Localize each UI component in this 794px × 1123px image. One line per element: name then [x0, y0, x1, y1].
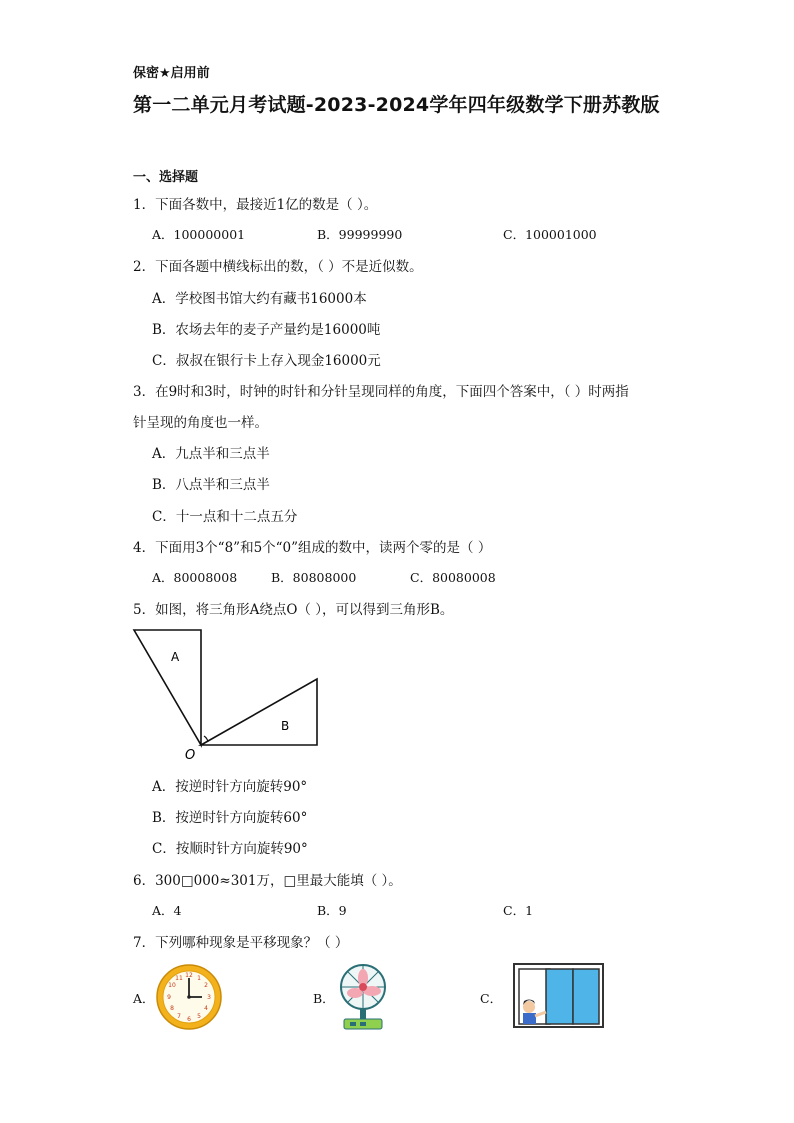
question-5-option-a: A．按逆时针方向旋转90°: [152, 779, 308, 795]
triangle-a-label: A: [171, 650, 180, 664]
svg-text:2: 2: [204, 982, 208, 989]
svg-text:12: 12: [185, 972, 193, 979]
question-1-option-c: C．100001000: [503, 227, 597, 242]
triangle-a: [134, 630, 201, 745]
question-2-stem: 2．下面各题中横线标出的数，（ ）不是近似数。: [133, 259, 423, 275]
question-7-option-a-label: A．: [133, 991, 155, 1006]
question-5-option-c: C．按顺时针方向旋转90°: [152, 841, 308, 857]
confidential-mark: 保密★启用前: [133, 66, 210, 81]
question-6-option-a: A．4: [152, 903, 182, 918]
electric-fan-icon: [334, 962, 394, 1032]
svg-text:5: 5: [197, 1013, 201, 1020]
svg-text:6: 6: [187, 1016, 191, 1023]
question-1-option-a: A．100000001: [152, 227, 246, 242]
triangle-b: [201, 679, 317, 745]
question-2-option-b: B．农场去年的麦子产量约是16000吨: [152, 322, 381, 338]
clock-icon: [155, 963, 225, 1031]
question-2-option-c: C．叔叔在银行卡上存入现金16000元: [152, 353, 381, 369]
question-3-stem-line-2: 针呈现的角度也一样。: [133, 415, 268, 431]
svg-text:9: 9: [167, 994, 171, 1001]
question-7-option-c-label: C．: [480, 991, 503, 1006]
question-3-option-a: A．九点半和三点半: [152, 446, 270, 462]
point-o-label: O: [185, 748, 196, 763]
svg-text:10: 10: [168, 982, 176, 989]
svg-text:4: 4: [204, 1005, 208, 1012]
rotation-arc: [204, 736, 208, 742]
question-5-option-b: B．按逆时针方向旋转60°: [152, 810, 308, 826]
triangle-rotation-figure: [128, 624, 328, 764]
question-4-option-b: B．80808000: [271, 570, 357, 585]
section-heading: 一、选择题: [133, 170, 199, 185]
question-5-stem: 5．如图，将三角形A绕点O（ ），可以得到三角形B。: [133, 602, 454, 618]
question-6-option-c: C．1: [503, 903, 534, 918]
question-3-stem-line-1: 3．在9时和3时，时钟的时针和分针呈现同样的角度，下面四个答案中，（ ）时两指: [133, 384, 629, 400]
svg-text:1: 1: [197, 975, 201, 982]
question-1-option-b: B．99999990: [317, 227, 403, 242]
svg-text:8: 8: [170, 1005, 174, 1012]
svg-text:11: 11: [175, 975, 183, 982]
question-6-option-b: B．9: [317, 903, 347, 918]
question-4-stem: 4．下面用3个“8”和5个“0”组成的数中，读两个零的是（ ）: [133, 540, 492, 556]
svg-text:3: 3: [207, 994, 211, 1001]
question-2-option-a: A．学校图书馆大约有藏书16000本: [152, 291, 367, 307]
question-7-stem: 7．下列哪种现象是平移现象？（ ）: [133, 935, 349, 951]
question-6-stem: 6．300□000≈301万，□里最大能填（ ）。: [133, 873, 402, 889]
question-3-option-c: C．十一点和十二点五分: [152, 509, 298, 525]
question-1-stem: 1．下面各数中，最接近1亿的数是（ ）。: [133, 197, 378, 213]
triangle-b-label: B: [281, 719, 290, 733]
question-4-option-a: A．80008008: [152, 570, 238, 585]
page-title: 第一二单元月考试题-2023-2024学年四年级数学下册苏教版: [133, 94, 660, 116]
question-7-option-b-label: B．: [313, 991, 335, 1006]
question-3-option-b: B．八点半和三点半: [152, 477, 270, 493]
sliding-window-icon: [513, 963, 605, 1029]
question-4-option-c: C．80080008: [410, 570, 496, 585]
svg-text:7: 7: [177, 1013, 181, 1020]
